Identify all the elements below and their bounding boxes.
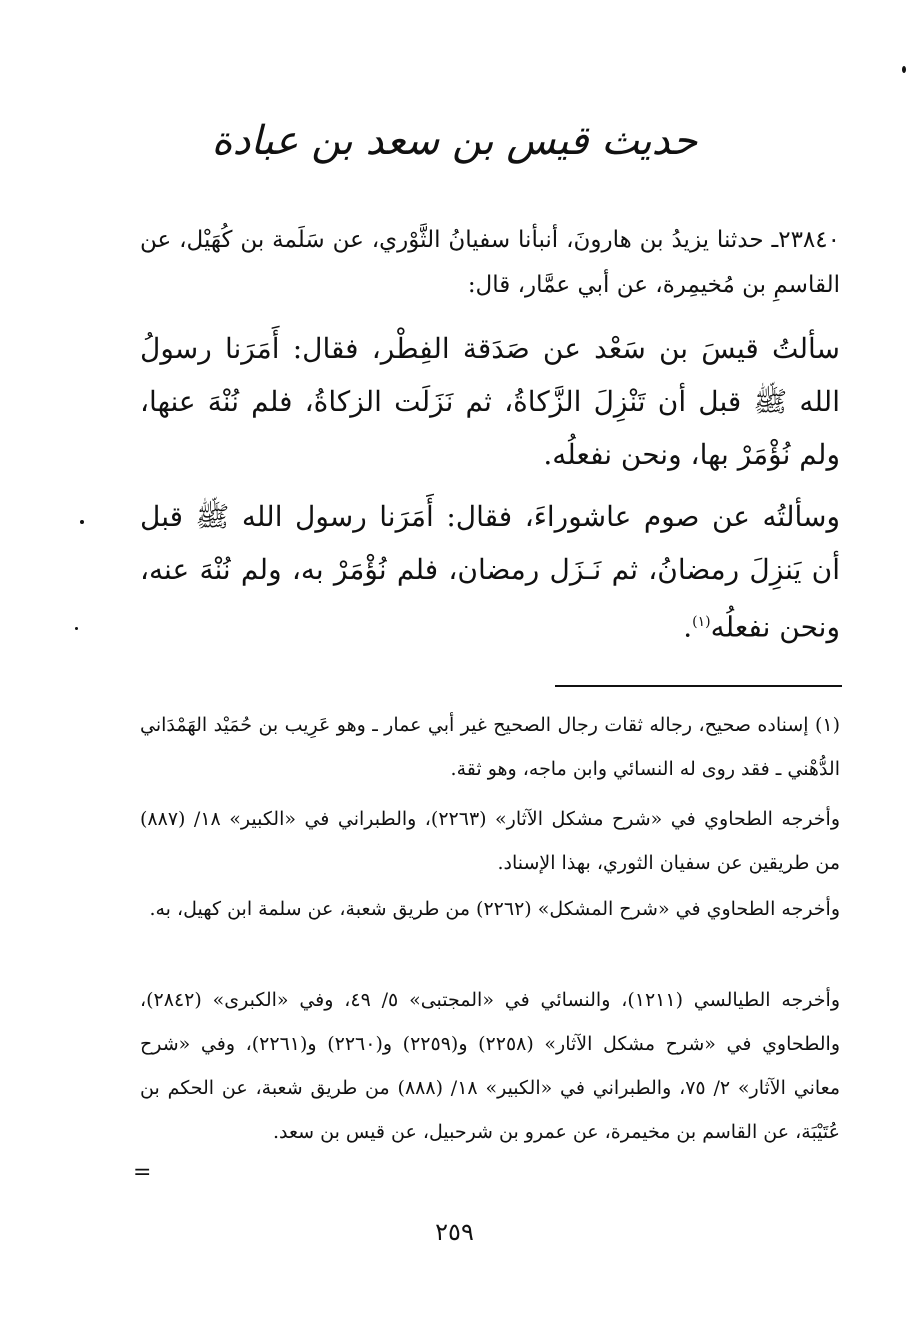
footnote-paragraph-3: وأخرجه الطحاوي في «شرح المشكل» (٢٢٦٢) من طريق شعبة، عن سلمة ابن كهيل، به. xyxy=(149,898,840,920)
chapter-title: حديث قيس بن سعد بن عبادة xyxy=(211,118,698,164)
paragraph-end-mark: . xyxy=(683,610,693,644)
footnote-paragraph-2: وأخرجه الطحاوي في «شرح مشكل الآثار» (٢٢٦٣)، والطبراني في «الكبير» ١٨/ (٨٨٧) من طريقين عن سفيان الثوري، بهذا الإسناد. xyxy=(140,808,841,874)
footnote-reference[interactable]: (١) xyxy=(692,614,711,630)
footnote-paragraph-4: وأخرجه الطيالسي (١٢١١)، والنسائي في «المجتبى» ٥/ ٤٩، وفي «الكبرى» (٢٨٤٢)، والطحاوي في «شرح مشكل الآثار» (٢٢٥٨) و(٢٢٥٩) و(٢٢٦٠) و(٢٢٦١)، وفي «شرح معاني الآثار» ٢/ ٧٥، والطبراني في «الكبير» ١٨/ (٨٨٨) من طريق شعبة، عن الحكم بن عُتَيْبَة، عن القاسم بن مخيمرة، عن عمرو بن شرحبيل، عن قيس بن سعد. xyxy=(140,989,840,1143)
scan-speck xyxy=(75,627,78,630)
hadith-text-paragraph-1: سألتُ قيسَ بن سَعْد عن صَدَقة الفِطْر، فقال: أَمَرَنا رسولُ الله ﷺ قبل أن تَنْزِلَ الزَّكاةُ، ثم نَزَلَت الزكاةُ، فلم نُنْهَ عنها، ولم نُؤْمَرْ بها، ونحن نفعلُه. xyxy=(140,332,840,471)
scan-speck xyxy=(80,520,84,524)
footnote-separator-rule xyxy=(555,685,842,687)
page-number: ٢٥٩ xyxy=(435,1218,474,1246)
hadith-text-paragraph-2 xyxy=(140,490,840,653)
footnote-1: (١) إسناده صحيح، رجاله ثقات رجال الصحيح غير أبي عمار ـ وهو عَرِيب بن حُمَيْد الهَمْدَاني الدُّهْني ـ فقد روى له النسائي وابن ماجه، وهو ثقة. xyxy=(140,714,840,780)
hadith-chain-of-narration: ٢٣٨٤٠ـ حدثنا يزيدُ بن هارونَ، أنبأنا سفيانُ الثَّوْري، عن سَلَمة بن كُهَيْل، عن القاسمِ بن مُخيمِرة، عن أبي عمَّار، قال: xyxy=(140,227,840,298)
continuation-mark: = xyxy=(133,1160,152,1185)
scan-speck xyxy=(902,66,906,73)
hadith-text-paragraph-2-body: وسألتُه عن صوم عاشوراءَ، فقال: أَمَرَنا رسول الله ﷺ قبل أن يَنزِلَ رمضانُ، ثم نَـزَل رمضان، فلم نُؤْمَرْ به، ولم نُنْهَ عنه، ونحن نفعلُه xyxy=(140,500,841,644)
